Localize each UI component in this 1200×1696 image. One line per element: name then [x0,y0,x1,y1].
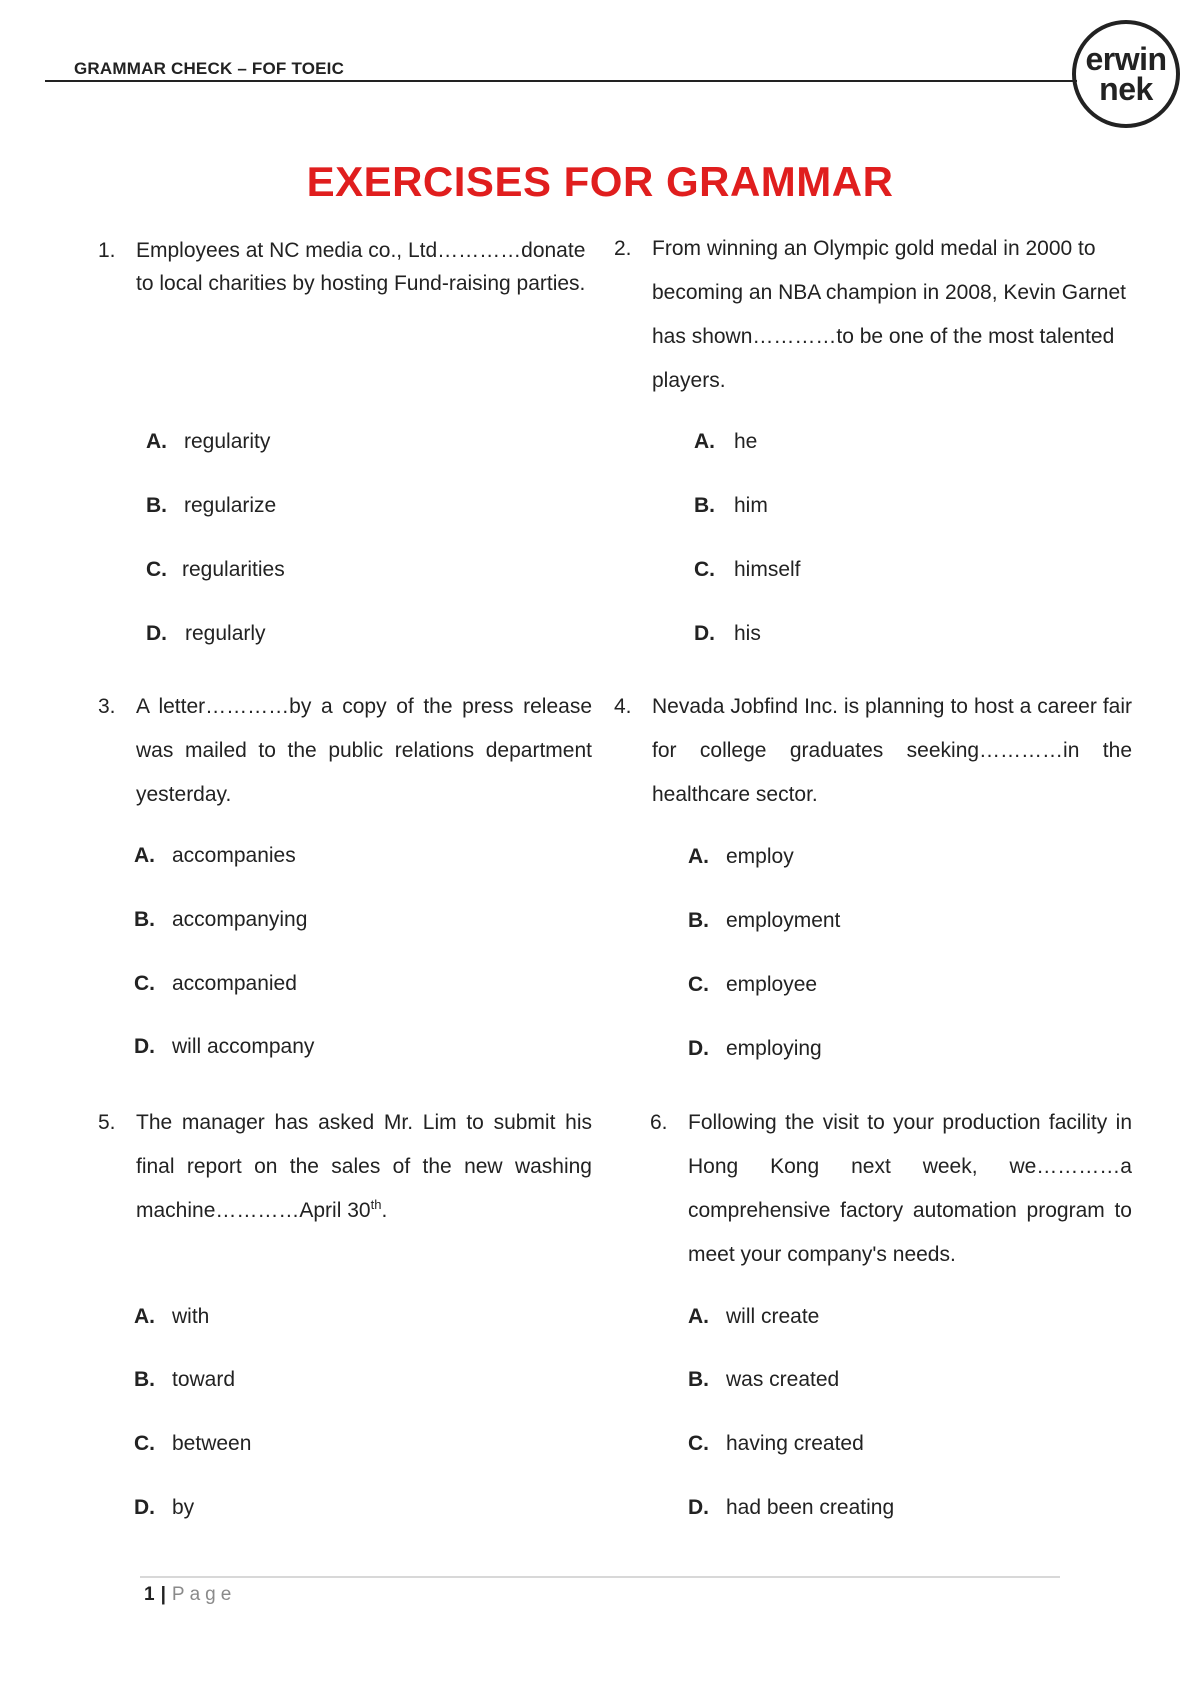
option-d[interactable]: D. his [694,622,761,645]
page-title: EXERCISES FOR GRAMMAR [306,158,894,205]
option-b[interactable]: B. employment [688,909,841,932]
question-text: Nevada Jobfind Inc. is planning to host a career fair for college graduates seeking…………in the healthcare sector. [652,695,1132,806]
option-a[interactable]: A. employ [688,845,794,868]
footer-separator: | [160,1584,166,1605]
question-number: 4. [614,695,632,718]
question-number: 5. [98,1111,116,1134]
question-text: From winning an Olympic gold medal in 2000 to becoming an NBA champion in 2008, Kevin Garnet has shown…………to be one of the most talented players. [652,237,1126,392]
page-number: 1 [144,1584,155,1605]
option-d[interactable]: D. employing [688,1037,822,1060]
option-b[interactable]: B. was created [688,1368,840,1391]
erwin-nek-logo [1072,20,1180,128]
page-label: Page [171,1584,237,1605]
option-c[interactable]: C. himself [694,558,801,581]
option-c[interactable]: C. having created [688,1432,864,1455]
option-b[interactable]: B. him [694,494,768,517]
option-a[interactable]: A. with [134,1305,210,1328]
option-d[interactable]: D. will accompany [134,1035,315,1058]
option-d[interactable]: D. by [134,1496,195,1519]
question-number: 2. [614,237,632,260]
question-number: 3. [98,695,116,718]
question-number: 6. [650,1111,668,1134]
question-text: A letter…………by a copy of the press release was mailed to the public relations department yesterday. [136,695,592,806]
option-a[interactable]: A. accompanies [134,844,296,867]
option-a[interactable]: A. he [694,430,758,453]
footer-divider [140,1576,1060,1578]
logo-line-1: erwin [1085,41,1167,77]
option-c[interactable]: C. regularities [146,558,285,581]
header-divider [45,80,1077,82]
question-text: The manager has asked Mr. Lim to submit his final report on the sales of the new washing machine…………April 30th. [136,1111,592,1222]
option-c[interactable]: C. accompanied [134,972,297,995]
question-number: 1. [98,239,116,262]
question-text: Employees at NC media co., Ltd…………donate to local charities by hosting Fund-raising parties. [136,239,586,295]
option-b[interactable]: B. regularize [146,494,277,517]
header-title: GRAMMAR CHECK – FOF TOEIC [74,59,345,78]
option-b[interactable]: B. toward [134,1368,236,1391]
option-a[interactable]: A. regularity [146,430,271,453]
option-c[interactable]: C. between [134,1432,252,1455]
option-c[interactable]: C. employee [688,973,818,996]
option-a[interactable]: A. will create [688,1305,820,1328]
option-d[interactable]: D. had been creating [688,1496,895,1519]
option-d[interactable]: D. regularly [146,622,266,645]
logo-line-2: nek [1099,71,1153,107]
page-footer [144,1584,236,1606]
option-b[interactable]: B. accompanying [134,908,308,931]
question-text: Following the visit to your production facility in Hong Kong next week, we…………a comprehensive factory automation program to meet your company's needs. [688,1111,1132,1266]
